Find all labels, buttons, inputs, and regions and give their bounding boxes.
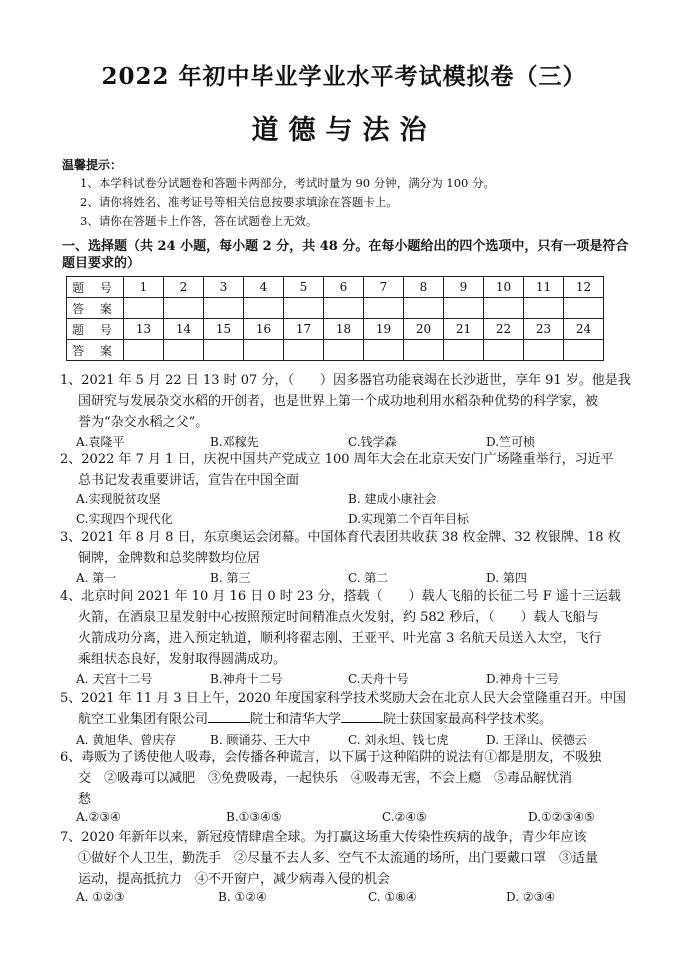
answer-cell[interactable]	[164, 340, 204, 361]
answer-cell[interactable]	[204, 298, 244, 319]
option-b[interactable]: B.神舟十二号	[210, 672, 283, 686]
table-cell: 12	[564, 277, 604, 298]
answer-cell[interactable]	[524, 298, 564, 319]
question-line: 总书记发表重要讲话，宣告在中国全面	[78, 473, 300, 488]
question-2-options	[76, 490, 636, 510]
answer-cell[interactable]	[204, 340, 244, 361]
option-d[interactable]: D.神舟十三号	[486, 672, 560, 686]
option-a[interactable]: A. 天宫十二号	[76, 672, 153, 686]
question-7	[60, 827, 640, 890]
question-3	[60, 527, 640, 569]
option-d[interactable]: D. ②③④	[506, 890, 556, 904]
option-d[interactable]: D.实现第二个百年目标	[348, 512, 470, 526]
answer-label: 答 案	[67, 298, 124, 319]
answer-cell[interactable]	[564, 340, 604, 361]
option-a[interactable]: A. 第一	[76, 571, 117, 585]
answer-table	[66, 276, 604, 361]
table-cell: 1	[124, 277, 164, 298]
question-line: 铜牌，金牌数和总奖牌数均位居	[78, 551, 261, 566]
option-a[interactable]: A. ①②③	[76, 890, 125, 904]
table-cell: 20	[404, 319, 444, 340]
option-d[interactable]: D. 第四	[486, 571, 527, 585]
answer-cell[interactable]	[244, 340, 284, 361]
question-line	[60, 709, 640, 730]
section-heading: 一、选择题（共 24 小题，每小题 2 分，共 48 分。在每小题给出的四个选项中，只有一项是符合题目要求的）	[62, 239, 629, 271]
option-b[interactable]: B. 顾诵芬、王大中	[210, 733, 311, 747]
table-cell: 15	[204, 319, 244, 340]
option-c[interactable]: C.②④⑤	[382, 810, 427, 824]
table-cell: 7	[364, 277, 404, 298]
option-c[interactable]: C.天舟十号	[348, 672, 409, 686]
text-segment: 航空工业集团有限公司	[78, 712, 209, 727]
table-cell: 5	[284, 277, 324, 298]
text-segment: 院士和清华大学	[250, 712, 342, 727]
table-row	[67, 319, 604, 340]
table-cell: 11	[524, 277, 564, 298]
table-row	[67, 298, 604, 319]
question-number-label: 题 号	[67, 277, 124, 298]
answer-cell[interactable]	[284, 340, 324, 361]
table-cell: 19	[364, 319, 404, 340]
option-d[interactable]: D.①②③④⑤	[528, 810, 595, 824]
question-line: 愁	[78, 792, 92, 807]
table-cell: 4	[244, 277, 284, 298]
question-line: 2、2022 年 7 月 1 日，庆祝中国共产党成立 100 周年大会在北京天安门广场隆重举行，习近平	[60, 452, 614, 467]
question-7-options	[76, 890, 636, 910]
tip-item: 1、本学科试卷分试题卷和答题卡两部分，考试时量为 90 分钟，满分为 100 分。	[80, 176, 496, 190]
option-a[interactable]: A.袁隆平	[76, 435, 125, 449]
question-line: 3、2021 年 8 月 8 日，东京奥运会闭幕。中国体育代表团共收获 38 枚金牌、32 枚银牌、18 枚	[60, 530, 621, 545]
question-4	[60, 586, 640, 670]
answer-cell[interactable]	[364, 298, 404, 319]
table-cell: 22	[484, 319, 524, 340]
fill-blank[interactable]	[208, 710, 250, 723]
question-line: 乘组状态良好，发射取得圆满成功。	[78, 652, 287, 667]
tips-heading: 温馨提示：	[62, 158, 123, 172]
question-line: 1、2021 年 5 月 22 日 13 时 07 分，（ ）因多器官功能衰竭在长沙逝世，享年 91 岁。他是我	[60, 373, 631, 388]
option-c[interactable]: C.钱学森	[348, 435, 397, 449]
table-cell: 14	[164, 319, 204, 340]
answer-cell[interactable]	[124, 298, 164, 319]
option-a[interactable]: A.实现脱贫攻坚	[76, 492, 161, 506]
answer-cell[interactable]	[564, 298, 604, 319]
fill-blank[interactable]	[341, 710, 383, 723]
answer-cell[interactable]	[444, 298, 484, 319]
table-cell: 3	[204, 277, 244, 298]
answer-cell[interactable]	[324, 340, 364, 361]
option-b[interactable]: B. 建成小康社会	[348, 492, 437, 506]
table-cell: 21	[444, 319, 484, 340]
table-cell: 9	[444, 277, 484, 298]
option-b[interactable]: B.①③④⑤	[226, 810, 282, 824]
answer-cell[interactable]	[324, 298, 364, 319]
answer-cell[interactable]	[524, 340, 564, 361]
table-cell: 16	[244, 319, 284, 340]
option-c[interactable]: C. ①⑧④	[368, 890, 417, 904]
question-6	[60, 747, 640, 810]
question-4-options	[76, 670, 636, 690]
table-row	[67, 340, 604, 361]
table-cell: 23	[524, 319, 564, 340]
table-cell: 24	[564, 319, 604, 340]
answer-cell[interactable]	[404, 298, 444, 319]
answer-cell[interactable]	[364, 340, 404, 361]
option-d[interactable]: D.竺可桢	[486, 435, 536, 449]
answer-cell[interactable]	[484, 340, 524, 361]
table-row	[67, 277, 604, 298]
exam-title: 2022 年初中毕业学业水平考试模拟卷（三）	[101, 63, 587, 90]
question-5	[60, 688, 640, 730]
question-line: 火箭，在酒泉卫星发射中心按照预定时间精准点火发射，约 582 秒后，（ ）载人飞船与	[78, 610, 599, 625]
answer-cell[interactable]	[244, 298, 284, 319]
table-cell: 13	[124, 319, 164, 340]
answer-cell[interactable]	[484, 298, 524, 319]
option-a[interactable]: A.②③④	[76, 810, 121, 824]
question-line: 运动，提高抵抗力 ④不开窗户，减少病毒入侵的机会	[78, 872, 391, 887]
question-line: 4、北京时间 2021 年 10 月 16 日 0 时 23 分，搭载（ ）载人飞船的长征二号 F 遥十三运载	[60, 589, 621, 604]
question-1	[60, 370, 640, 433]
answer-cell[interactable]	[284, 298, 324, 319]
option-b[interactable]: B.邓稼先	[210, 435, 259, 449]
question-line: 国研究与发展杂交水稻的开创者，也是世界上第一个成功地利用水稻杂种优势的科学家，被	[78, 394, 599, 409]
text-segment: 院士获国家最高科学技术奖。	[383, 712, 553, 727]
option-c[interactable]: C.实现四个现代化	[76, 512, 173, 526]
tip-item: 3、请你在答题卡上作答，答在试题卷上无效。	[80, 214, 318, 228]
option-c[interactable]: C. 第二	[348, 571, 389, 585]
answer-cell[interactable]	[404, 340, 444, 361]
question-line: 誉为“杂交水稻之父”。	[78, 415, 209, 430]
option-c[interactable]: C. 刘永坦、钱七虎	[348, 733, 449, 747]
question-line: 火箭成功分离，进入预定轨道，顺利将翟志刚、王亚平、叶光富 3 名航天员送入太空，飞行	[78, 631, 602, 646]
table-cell: 18	[324, 319, 364, 340]
table-cell: 8	[404, 277, 444, 298]
question-line: 5、2021 年 11 月 3 日上午，2020 年度国家科学技术奖励大会在北京人民大会堂隆重召开。中国	[60, 691, 627, 706]
table-cell: 2	[164, 277, 204, 298]
question-line: 7、2020 年新年以来，新冠疫情肆虐全球。为打赢这场重大传染性疾病的战争，青少年应该	[60, 830, 587, 845]
option-b[interactable]: B. 第三	[210, 571, 251, 585]
tip-item: 2、请你将姓名、准考证号等相关信息按要求填涂在答题卡上。	[80, 195, 398, 209]
answer-label: 答 案	[67, 340, 124, 361]
question-2	[60, 449, 640, 491]
option-b[interactable]: B. ①②④	[218, 890, 267, 904]
question-line: 交 ②吸毒可以减肥 ③免费吸毒，一起快乐 ④吸毒无害，不会上瘾 ⑤毒品解忧消	[78, 771, 573, 786]
table-cell: 6	[324, 277, 364, 298]
subject-title: 道德与法治	[251, 115, 437, 146]
option-d[interactable]: D. 王泽山、侯德云	[486, 733, 587, 747]
answer-cell[interactable]	[164, 298, 204, 319]
question-line: 6、毒贩为了诱使他人吸毒，会传播各种谎言，以下属于这种陷阱的说法有①都是朋友，不吸独	[60, 750, 602, 765]
table-cell: 17	[284, 319, 324, 340]
option-a[interactable]: A. 黄旭华、曾庆存	[76, 733, 177, 747]
answer-cell[interactable]	[124, 340, 164, 361]
question-line: ①做好个人卫生，勤洗手 ②尽量不去人多、空气不太流通的场所，出门要戴口罩 ③适量	[78, 851, 599, 866]
answer-cell[interactable]	[444, 340, 484, 361]
question-number-label: 题 号	[67, 319, 124, 340]
table-cell: 10	[484, 277, 524, 298]
